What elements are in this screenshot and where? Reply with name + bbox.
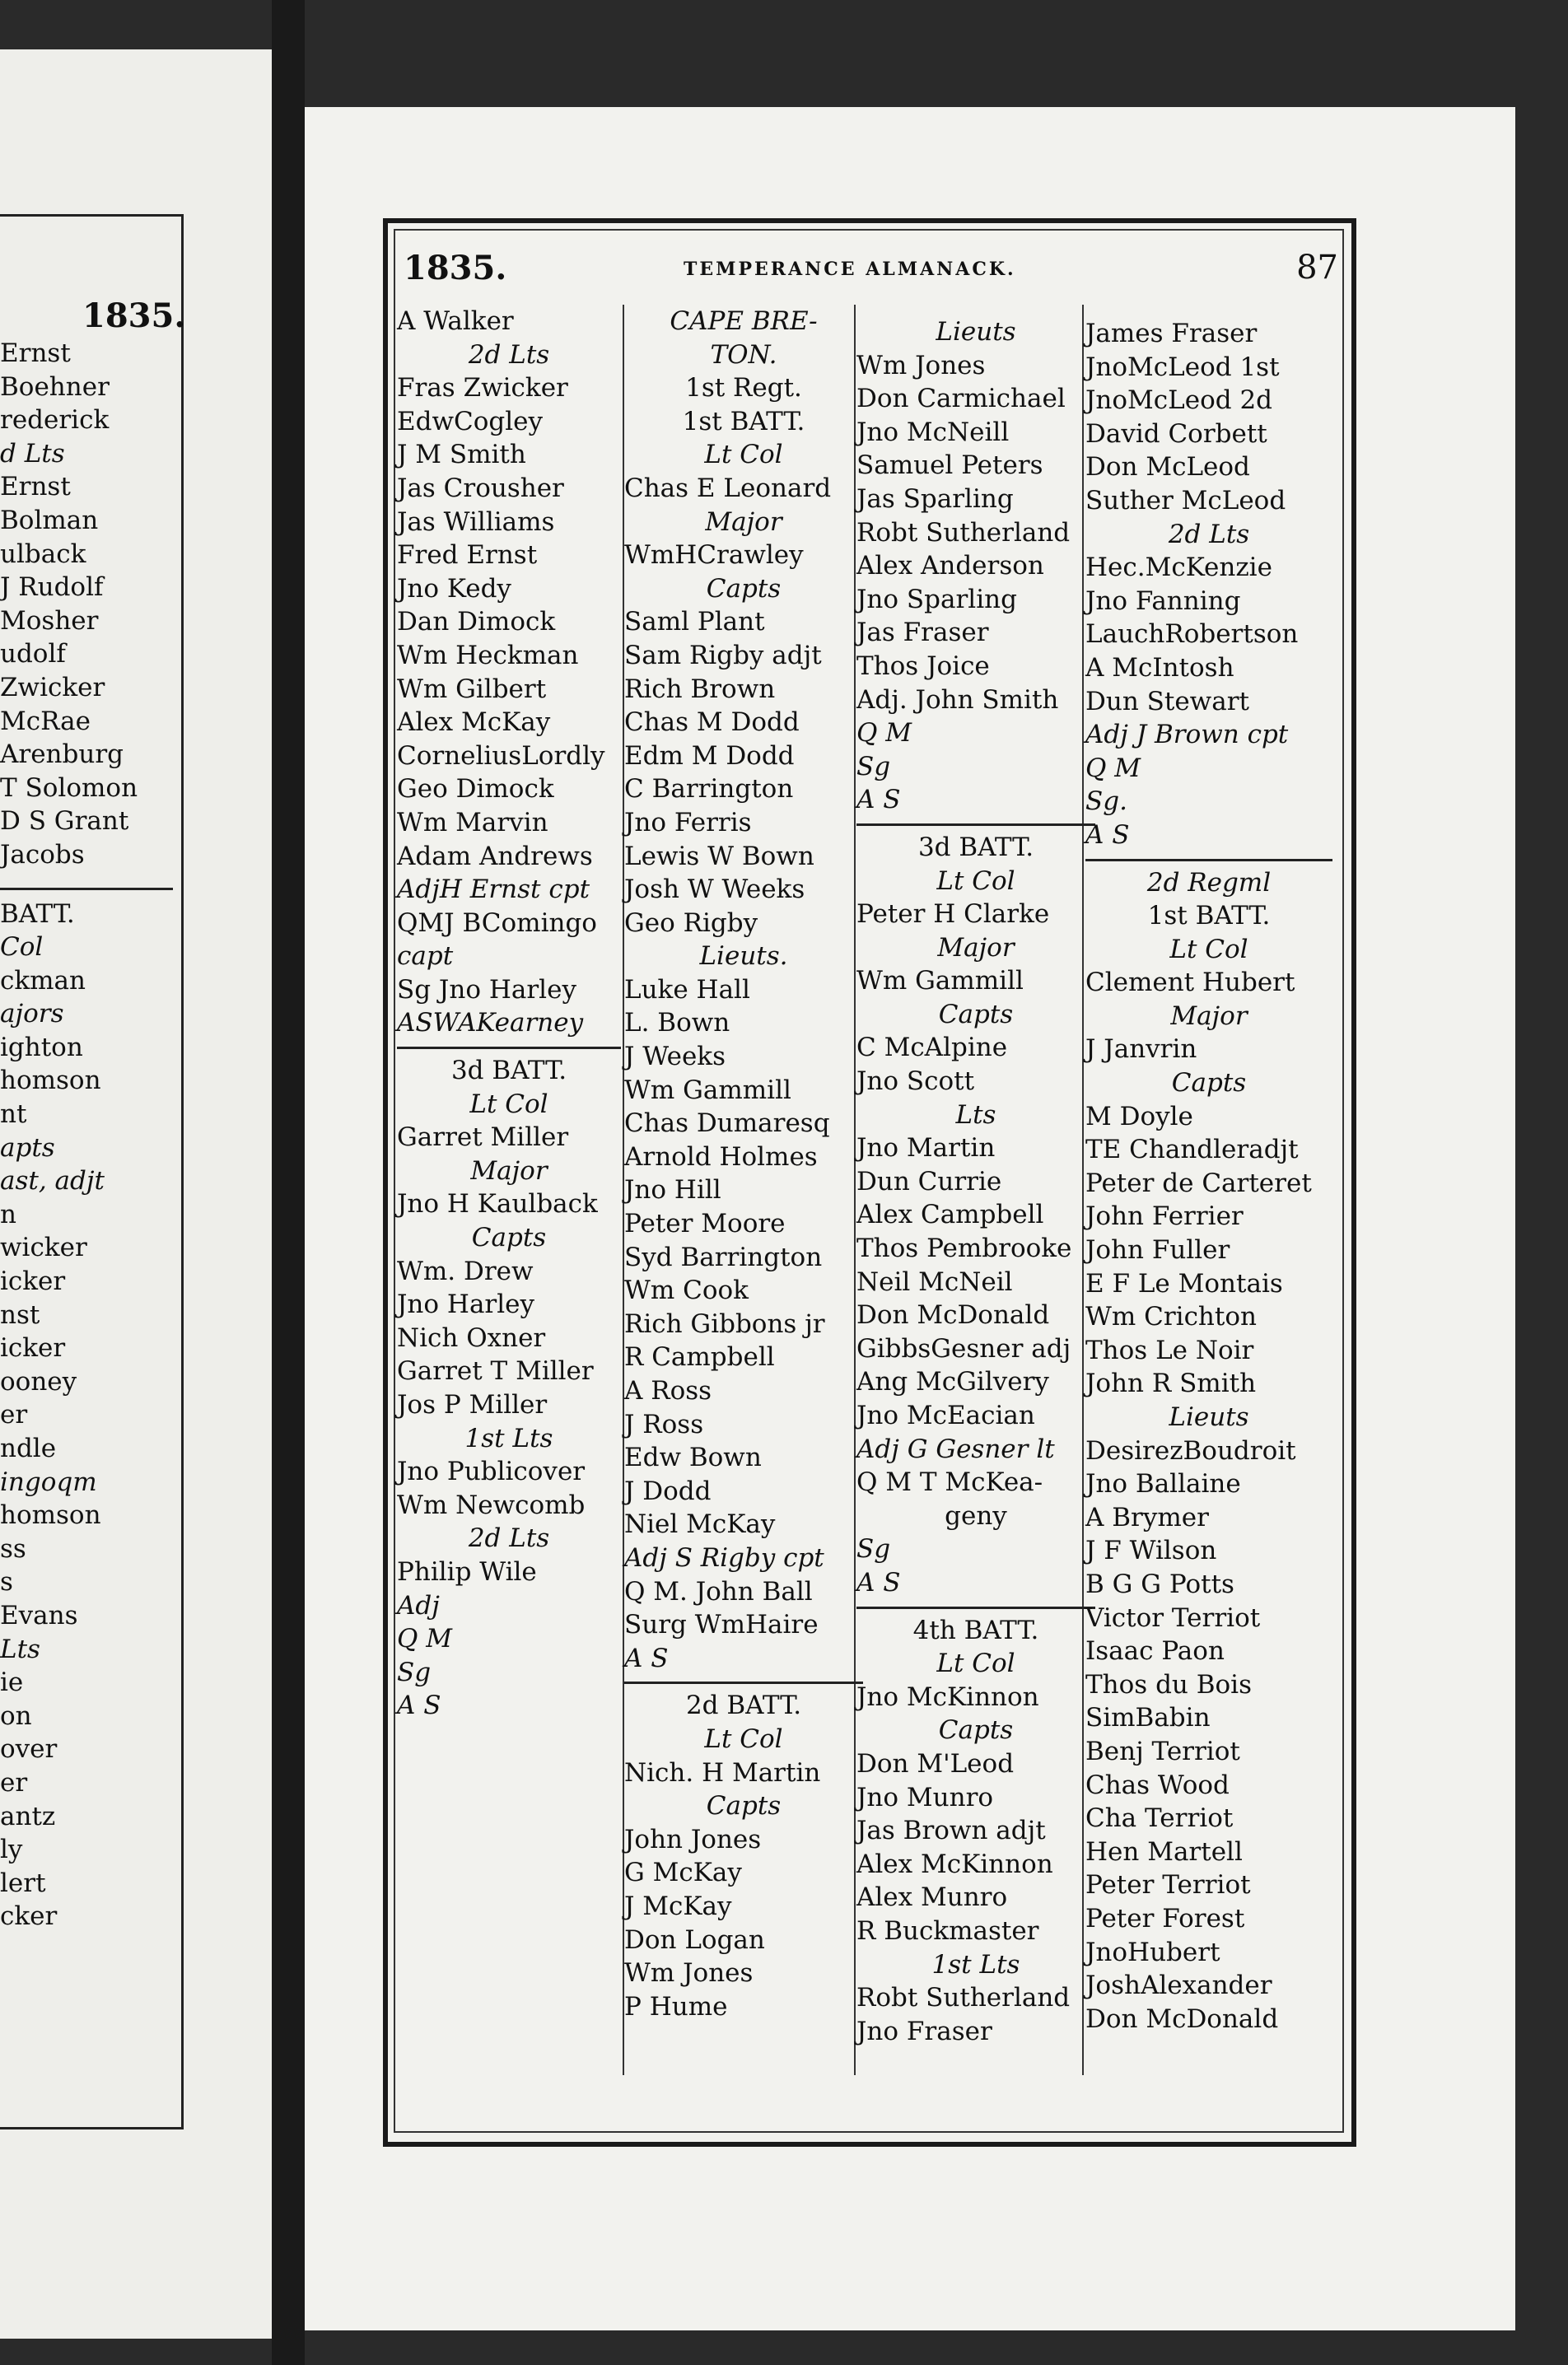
running-title: TEMPERANCE ALMANACK.	[684, 259, 1016, 280]
roster-entry: Sg.	[1085, 786, 1127, 817]
roster-entry: DesirezBoudroit	[1085, 1435, 1296, 1466]
roster-entry: Don McDonald	[1085, 2003, 1279, 2034]
roster-entry: A S	[856, 1567, 901, 1598]
roster-entry: Adj	[397, 1590, 440, 1621]
roster-entry: on	[0, 1700, 32, 1731]
roster-entry: Jno Munro	[856, 1782, 994, 1812]
roster-entry: icker	[0, 1266, 66, 1297]
roster-entry: nt	[0, 1099, 27, 1130]
roster-entry: Peter H Clarke	[856, 899, 1050, 930]
roster-entry: Victor Terriot	[1085, 1602, 1261, 1633]
roster-entry: Sg	[856, 751, 891, 781]
roster-entry: Jas Sparling	[856, 483, 1014, 514]
roster-entry: Alex Campbell	[856, 1200, 1044, 1230]
roster-entry: Jno Sparling	[856, 584, 1017, 614]
roster-entry: Wm Jones	[856, 350, 986, 380]
roster-entry: Adam Andrews	[397, 841, 593, 871]
section-heading: Lt Col	[1169, 934, 1248, 964]
roster-entry: Jno McNeill	[856, 417, 1010, 447]
roster-entry: wicker	[0, 1233, 87, 1263]
roster-entry: Dun Stewart	[1085, 686, 1249, 716]
roster-entry: Robt Sutherland	[856, 517, 1071, 548]
roster-entry: Jas Brown adjt	[856, 1816, 1046, 1846]
roster-entry: rederick	[0, 405, 110, 436]
roster-entry: J Dodd	[624, 1476, 712, 1506]
roster-entry: ingoqm	[0, 1467, 97, 1497]
section-heading: 2d Lts	[1168, 519, 1250, 549]
roster-entry: G McKay	[624, 1858, 742, 1888]
roster-column-1	[397, 305, 621, 1723]
roster-entry: Rich Gibbons jr	[624, 1308, 825, 1339]
roster-entry: Wm Jones	[624, 1958, 754, 1989]
roster-entry: Don Carmichael	[856, 384, 1066, 414]
roster-column-2	[624, 305, 863, 2023]
roster-entry: R Buckmaster	[856, 1915, 1039, 1946]
roster-entry: Saml Plant	[624, 607, 765, 637]
roster-entry: Wm Gammill	[856, 966, 1024, 996]
section-heading: Capts	[706, 573, 782, 604]
roster-entry: er	[0, 1400, 28, 1430]
section-heading: Lt Col	[469, 1089, 548, 1119]
section-heading: 1st Regt.	[685, 373, 802, 403]
roster-entry: nst	[0, 1299, 40, 1330]
roster-entry: Jos P Miller	[397, 1390, 548, 1420]
roster-entry: Cha Terriot	[1085, 1803, 1234, 1834]
roster-entry: J Janvrin	[1085, 1034, 1197, 1065]
roster-entry: A Brymer	[1085, 1502, 1209, 1532]
roster-entry: Wm Crichton	[1085, 1302, 1257, 1332]
roster-entry: Wm Gammill	[624, 1075, 791, 1105]
roster-entry: J F Wilson	[1085, 1536, 1217, 1566]
roster-entry: Zwicker	[0, 672, 105, 702]
section-heading: Lt Col	[936, 1649, 1015, 1679]
roster-entry: Thos du Bois	[1085, 1669, 1252, 1700]
roster-entry: Hen Martell	[1085, 1836, 1243, 1867]
roster-entry: Mosher	[0, 605, 99, 636]
roster-entry: Q M T McKea-	[856, 1467, 1043, 1498]
roster-entry: Alex Anderson	[856, 551, 1044, 581]
roster-entry: ighton	[0, 1032, 83, 1062]
roster-entry: LauchRobertson	[1085, 619, 1299, 650]
section-rule	[856, 823, 1095, 826]
roster-entry: cker	[0, 1901, 58, 1932]
roster-entry: Don McLeod	[1085, 452, 1250, 483]
roster-entry: John Fuller	[1085, 1235, 1230, 1266]
roster-entry: Garret T Miller	[397, 1356, 594, 1387]
roster-entry: Geo Rigby	[624, 907, 758, 938]
roster-entry: Don M'Leod	[856, 1748, 1015, 1779]
section-heading: geny	[945, 1500, 1007, 1531]
roster-entry: Don Logan	[624, 1924, 765, 1955]
roster-entry: Alex McKinnon	[856, 1849, 1053, 1879]
roster-entry: JnoMcLeod 1st	[1085, 352, 1280, 382]
roster-entry: J Rudolf	[0, 572, 104, 603]
roster-entry: Robt Sutherland	[856, 1983, 1071, 2013]
roster-entry: Edw Bown	[624, 1443, 762, 1473]
roster-entry: Fred Ernst	[397, 540, 538, 571]
section-heading: 2d BATT.	[685, 1691, 802, 1721]
roster-entry: over	[0, 1734, 58, 1765]
section-heading: 1st Lts	[931, 1949, 1020, 1980]
header-year: 1835.	[404, 249, 507, 287]
section-heading: Lieuts.	[699, 941, 788, 972]
roster-entry: Alex McKay	[397, 707, 551, 738]
roster-entry: David Corbett	[1085, 418, 1267, 449]
roster-entry: R Campbell	[624, 1342, 775, 1373]
roster-entry: Ang McGilvery	[856, 1367, 1049, 1397]
roster-entry: Jno McKinnon	[856, 1682, 1039, 1712]
roster-entry: Syd Barrington	[624, 1242, 823, 1272]
section-heading: Capts	[938, 1715, 1014, 1746]
section-heading: Lieuts	[936, 317, 1016, 347]
roster-entry: Sg	[397, 1657, 432, 1687]
roster-entry: ASWAKearney	[397, 1008, 584, 1038]
roster-entry: JnoHubert	[1085, 1937, 1220, 1967]
roster-entry: Adj J Brown cpt	[1085, 720, 1289, 750]
roster-entry: Jacobs	[0, 839, 85, 870]
book-gutter	[272, 0, 305, 2365]
roster-entry: Peter Terriot	[1085, 1870, 1251, 1901]
roster-entry: John R Smith	[1085, 1369, 1257, 1399]
roster-entry: E F Le Montais	[1085, 1268, 1283, 1299]
roster-entry: ulback	[0, 539, 86, 569]
roster-entry: Wm Gilbert	[397, 674, 547, 704]
section-heading: Major	[937, 932, 1015, 963]
roster-entry: B G G Potts	[1085, 1569, 1234, 1599]
roster-entry: Neil McNeil	[856, 1266, 1013, 1297]
roster-column-3	[856, 315, 1095, 2048]
roster-entry: James Fraser	[1085, 319, 1258, 348]
roster-entry: L. Bown	[624, 1008, 730, 1038]
roster-entry: Benj Terriot	[1085, 1736, 1240, 1766]
roster-entry: Jno Ferris	[624, 807, 752, 837]
roster-entry: J McKay	[624, 1891, 732, 1921]
roster-entry: Luke Hall	[624, 974, 750, 1005]
left-page-list	[0, 338, 181, 1934]
roster-entry: Edm M Dodd	[624, 740, 795, 771]
roster-entry: Fras Zwicker	[397, 373, 568, 403]
roster-entry: Lewis W Bown	[624, 841, 814, 871]
roster-entry: Sam Rigby adjt	[624, 640, 822, 670]
roster-entry: J Ross	[624, 1409, 704, 1439]
roster-entry: Peter de Carteret	[1085, 1168, 1312, 1198]
roster-entry: Boehner	[0, 371, 110, 402]
roster-entry: Jno McEacian	[856, 1401, 1035, 1430]
section-heading: Lieuts	[1169, 1402, 1249, 1432]
roster-entry: Jno Hill	[624, 1175, 721, 1206]
roster-entry: Q M	[1085, 753, 1141, 783]
roster-entry: Alex Munro	[856, 1882, 1008, 1913]
page-number: 87	[1296, 249, 1338, 287]
roster-entry: C Barrington	[624, 774, 794, 805]
roster-entry: Garret Miller	[397, 1122, 569, 1153]
facing-left-page	[0, 49, 272, 2339]
roster-entry: Adj. John Smith	[856, 684, 1059, 715]
roster-entry: D S Grant	[0, 806, 129, 837]
roster-entry: ly	[0, 1835, 23, 1865]
section-heading: Capts	[706, 1791, 782, 1822]
roster-entry: Isaac Paon	[1085, 1636, 1225, 1667]
roster-entry: C McAlpine	[856, 1033, 1008, 1063]
section-rule	[624, 1682, 863, 1684]
roster-entry: J M Smith	[397, 440, 526, 470]
roster-entry: Col	[0, 932, 44, 963]
roster-entry: Geo Dimock	[397, 774, 554, 805]
roster-entry: QMJ BComingo	[397, 907, 597, 938]
roster-entry: Thos Pembrooke	[856, 1234, 1072, 1264]
section-heading: 3d BATT.	[917, 832, 1034, 862]
roster-entry: Thos Joice	[856, 651, 990, 681]
section-heading: 1st Lts	[464, 1423, 553, 1453]
page-header	[404, 247, 1338, 296]
roster-entry: Wm. Drew	[397, 1256, 534, 1286]
roster-entry: Jno Ballaine	[1085, 1469, 1241, 1500]
section-heading: Capts	[1171, 1068, 1247, 1099]
roster-entry: Nich. H Martin	[624, 1757, 821, 1788]
roster-entry: ajors	[0, 999, 64, 1029]
section-heading: Major	[470, 1155, 548, 1186]
roster-entry: John Ferrier	[1085, 1201, 1244, 1232]
roster-entry: Wm Cook	[624, 1276, 749, 1306]
section-heading: Major	[705, 506, 782, 537]
roster-entry: Bolman	[0, 505, 99, 535]
roster-entry: Wm Marvin	[397, 807, 548, 837]
roster-entry: A Walker	[397, 306, 514, 336]
roster-column-4	[1085, 317, 1332, 2036]
roster-entry: ooney	[0, 1366, 77, 1397]
roster-entry: Q M	[397, 1624, 453, 1654]
roster-entry: Jas Williams	[397, 506, 555, 537]
section-heading: 2d Lts	[468, 1523, 550, 1554]
section-heading: 3d BATT.	[450, 1056, 567, 1086]
roster-entry: JoshAlexander	[1085, 1971, 1272, 2001]
roster-entry: EdwCogley	[397, 406, 544, 436]
roster-entry: Q M	[856, 718, 912, 749]
roster-entry: Don McDonald	[856, 1300, 1050, 1331]
roster-entry: Suther McLeod	[1085, 485, 1286, 515]
roster-entry: AdjH Ernst cpt	[397, 875, 590, 905]
roster-entry: Dan Dimock	[397, 607, 556, 637]
roster-entry: A McIntosh	[1085, 652, 1234, 683]
roster-entry: Lts	[0, 1634, 40, 1664]
roster-entry: BATT.	[0, 898, 75, 929]
roster-entry: Dun Currie	[856, 1166, 1002, 1196]
roster-entry: Evans	[0, 1600, 78, 1630]
roster-entry: ast, adjt	[0, 1166, 105, 1196]
section-heading: 4th BATT.	[912, 1615, 1039, 1645]
roster-entry: A S	[397, 1691, 441, 1721]
section-heading: Lt Col	[936, 865, 1015, 896]
roster-entry: Surg WmHaire	[624, 1610, 819, 1640]
roster-entry: Jno Scott	[856, 1066, 975, 1097]
roster-entry: Nich Oxner	[397, 1322, 546, 1353]
roster-entry: udolf	[0, 639, 66, 669]
roster-entry: Q M. John Ball	[624, 1576, 813, 1607]
roster-entry: A Ross	[624, 1376, 712, 1406]
roster-entry: Josh W Weeks	[624, 875, 805, 905]
roster-entry: s	[0, 1567, 13, 1598]
roster-entry: Jno Harley	[397, 1290, 535, 1320]
roster-entry: Jas Fraser	[856, 618, 989, 648]
section-rule	[856, 1607, 1095, 1609]
roster-entry: Niel McKay	[624, 1509, 776, 1540]
roster-entry: Ernst	[0, 338, 71, 368]
roster-entry: lert	[0, 1868, 46, 1898]
section-rule	[1085, 859, 1332, 861]
roster-entry: Wm Heckman	[397, 640, 579, 670]
roster-entry: T Solomon	[0, 772, 138, 803]
roster-entry: Rich Brown	[624, 674, 776, 704]
roster-entry: Jno Kedy	[397, 573, 511, 604]
roster-entry: Jas Crousher	[397, 473, 564, 503]
roster-entry: TE Chandleradjt	[1085, 1135, 1299, 1165]
section-heading: Capts	[471, 1223, 547, 1253]
section-heading: 1st BATT.	[682, 406, 805, 436]
roster-entry: SimBabin	[1085, 1703, 1211, 1733]
section-heading: Major	[1170, 1001, 1248, 1031]
roster-entry: Arnold Holmes	[624, 1141, 818, 1172]
section-heading: 2d Regml	[1146, 867, 1272, 898]
section-heading: CAPE BRE-	[670, 306, 818, 336]
roster-entry: ss	[0, 1533, 26, 1564]
roster-entry: Adj G Gesner lt	[856, 1434, 1055, 1464]
roster-entry: Adj S Rigby cpt	[624, 1542, 824, 1573]
roster-entry: icker	[0, 1333, 66, 1364]
roster-entry: JnoMcLeod 2d	[1085, 385, 1273, 416]
roster-entry: Jno H Kaulback	[397, 1189, 598, 1220]
roster-entry: Chas Dumaresq	[624, 1108, 830, 1139]
roster-entry: ndle	[0, 1434, 57, 1463]
roster-entry: Jno Martin	[856, 1133, 996, 1164]
roster-entry: P Hume	[624, 1991, 728, 2022]
section-heading: Lt Col	[704, 1724, 783, 1754]
roster-entry: Chas Wood	[1085, 1770, 1230, 1800]
roster-entry: Ernst	[0, 472, 71, 502]
roster-entry: A S	[856, 785, 901, 815]
roster-entry: Thos Le Noir	[1085, 1335, 1254, 1365]
roster-entry: Peter Forest	[1085, 1903, 1245, 1934]
section-heading: 1st BATT.	[1147, 901, 1271, 931]
section-heading: Lt Col	[704, 440, 783, 470]
roster-entry: homson	[0, 1066, 101, 1096]
roster-entry: ckman	[0, 965, 86, 996]
roster-entry: Chas M Dodd	[624, 707, 800, 738]
roster-entry: Wm Newcomb	[397, 1490, 586, 1520]
roster-entry: GibbsGesner adj	[856, 1333, 1071, 1364]
section-heading: Capts	[938, 999, 1014, 1029]
roster-entry: Jno Publicover	[397, 1457, 586, 1487]
roster-entry: er	[0, 1767, 28, 1798]
roster-entry: ie	[0, 1668, 24, 1698]
roster-entry: A S	[1085, 819, 1130, 850]
section-heading: 2d Lts	[468, 339, 550, 370]
roster-entry: Sg Jno Harley	[397, 974, 576, 1005]
roster-entry: homson	[0, 1500, 101, 1531]
roster-entry: Chas E Leonard	[624, 473, 832, 503]
section-rule	[0, 888, 173, 890]
roster-entry: CorneliusLordly	[397, 740, 605, 771]
roster-entry: Philip Wile	[397, 1556, 537, 1587]
roster-entry: Clement Hubert	[1085, 968, 1295, 998]
roster-entry: J Weeks	[624, 1042, 726, 1072]
roster-entry: apts	[0, 1132, 55, 1163]
roster-entry: antz	[0, 1801, 56, 1831]
section-rule	[397, 1047, 621, 1049]
roster-entry: Jno Fraser	[856, 2016, 992, 2046]
roster-entry: n	[0, 1199, 16, 1229]
left-page-year: 1835.	[82, 296, 186, 335]
roster-entry: McRae	[0, 706, 91, 736]
roster-entry: Jno Fanning	[1085, 585, 1241, 616]
section-heading: TON.	[710, 339, 777, 370]
roster-entry: A S	[624, 1643, 669, 1673]
roster-entry: WmHCrawley	[624, 540, 804, 571]
roster-entry: capt	[397, 941, 454, 972]
roster-entry: M Doyle	[1085, 1101, 1193, 1131]
roster-entry: Arenburg	[0, 739, 124, 770]
roster-entry: Sg	[856, 1534, 891, 1565]
section-heading: Lts	[955, 1099, 996, 1130]
roster-entry: d Lts	[0, 438, 65, 469]
roster-entry: John Jones	[624, 1824, 762, 1854]
roster-entry: Hec.McKenzie	[1085, 553, 1272, 583]
roster-entry: Peter Moore	[624, 1209, 786, 1239]
roster-entry: Samuel Peters	[856, 450, 1043, 481]
